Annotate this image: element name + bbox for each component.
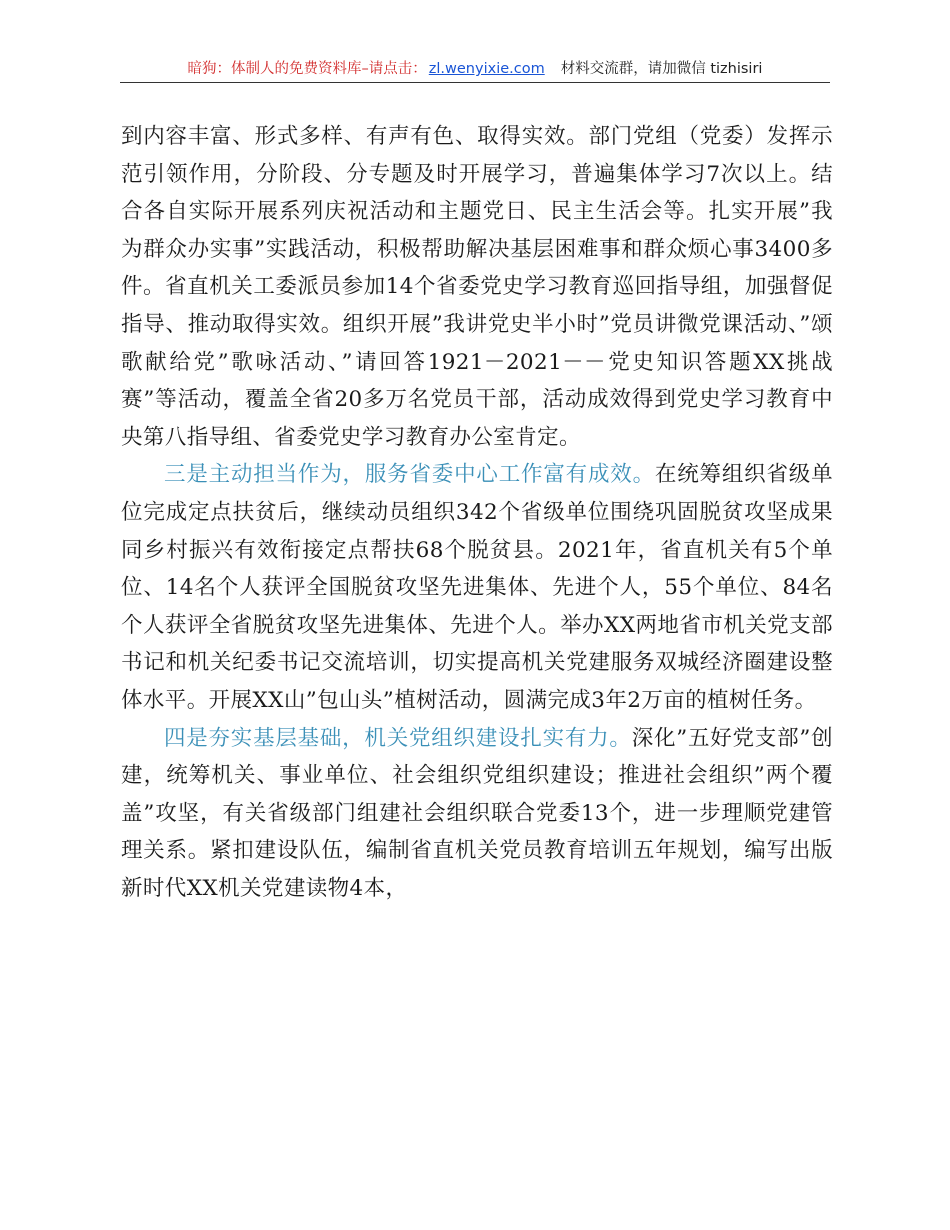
paragraph-body: 在统筹组织省级单位完成定点扶贫后，继续动员组织342个省级单位围绕巩固脱贫攻坚成果同乡村振兴有效衔接定点帮扶68个脱贫县。2021年，省直机关有5个单位、14名个人获评全国脱贫攻坚先进集体、先进个人，55个单位、84名个人获评全省脱贫攻坚先进集体、先进个人。举办XX两地省市机关党支部书记和机关纪委书记交流培训，切实提高机关党建服务双城经济圈建设整体水平。开展XX山”包山头”植树活动，圆满完成3年2万亩的植树任务。 [121, 462, 833, 713]
header-group-info: 材料交流群，请加微信 tizhisiri [560, 61, 763, 77]
section-heading: 四是夯实基层基础，机关党组织建设扎实有力。 [164, 725, 632, 751]
paragraph-body: 到内容丰富、形式多样、有声有色、取得实效。部门党组（党委）发挥示范引领作用，分阶段、分专题及时开展学习，普遍集体学习7次以上。结合各自实际开展系列庆祝活动和主题党日、民主生活会等。扎实开展”我为群众办实事”实践活动，积极帮助解决基层困难事和群众烦心事3400多件。省直机关工委派员参加14个省委党史学习教育巡回指导组，加强督促指导、推动取得实效。组织开展”我讲党史半小时”党员讲微党课活动、”颂歌献给党”歌咏活动、”请回答1921－2021－－党史知识答题XX挑战赛”等活动，覆盖全省20多万名党员干部，活动成效得到党史学习教育中央第八指导组、省委党史学习教育办公室肯定。 [121, 124, 833, 450]
paragraph-section-three [121, 456, 833, 719]
paragraph-continuation [121, 118, 833, 456]
header-divider [120, 82, 830, 83]
document-body [121, 118, 833, 907]
header-link[interactable]: zl.wenyixie.com [428, 61, 545, 77]
document-header [120, 56, 830, 82]
header-prompt: –请点击： [361, 61, 427, 77]
section-heading: 三是主动担当作为，服务省委中心工作富有成效。 [164, 462, 655, 488]
header-brand: 暗狗：体制人的免费资料库 [187, 61, 362, 77]
paragraph-section-four [121, 720, 833, 908]
paragraph-body: 深化”五好党支部”创建，统筹机关、事业单位、社会组织党组织建设；推进社会组织”两个覆盖”攻坚，有关省级部门组建社会组织联合党委13个，进一步理顺党建管理关系。紧扣建设队伍，编制省直机关党员教育培训五年规划，编写出版新时代XX机关党建读物4本， [121, 725, 834, 901]
